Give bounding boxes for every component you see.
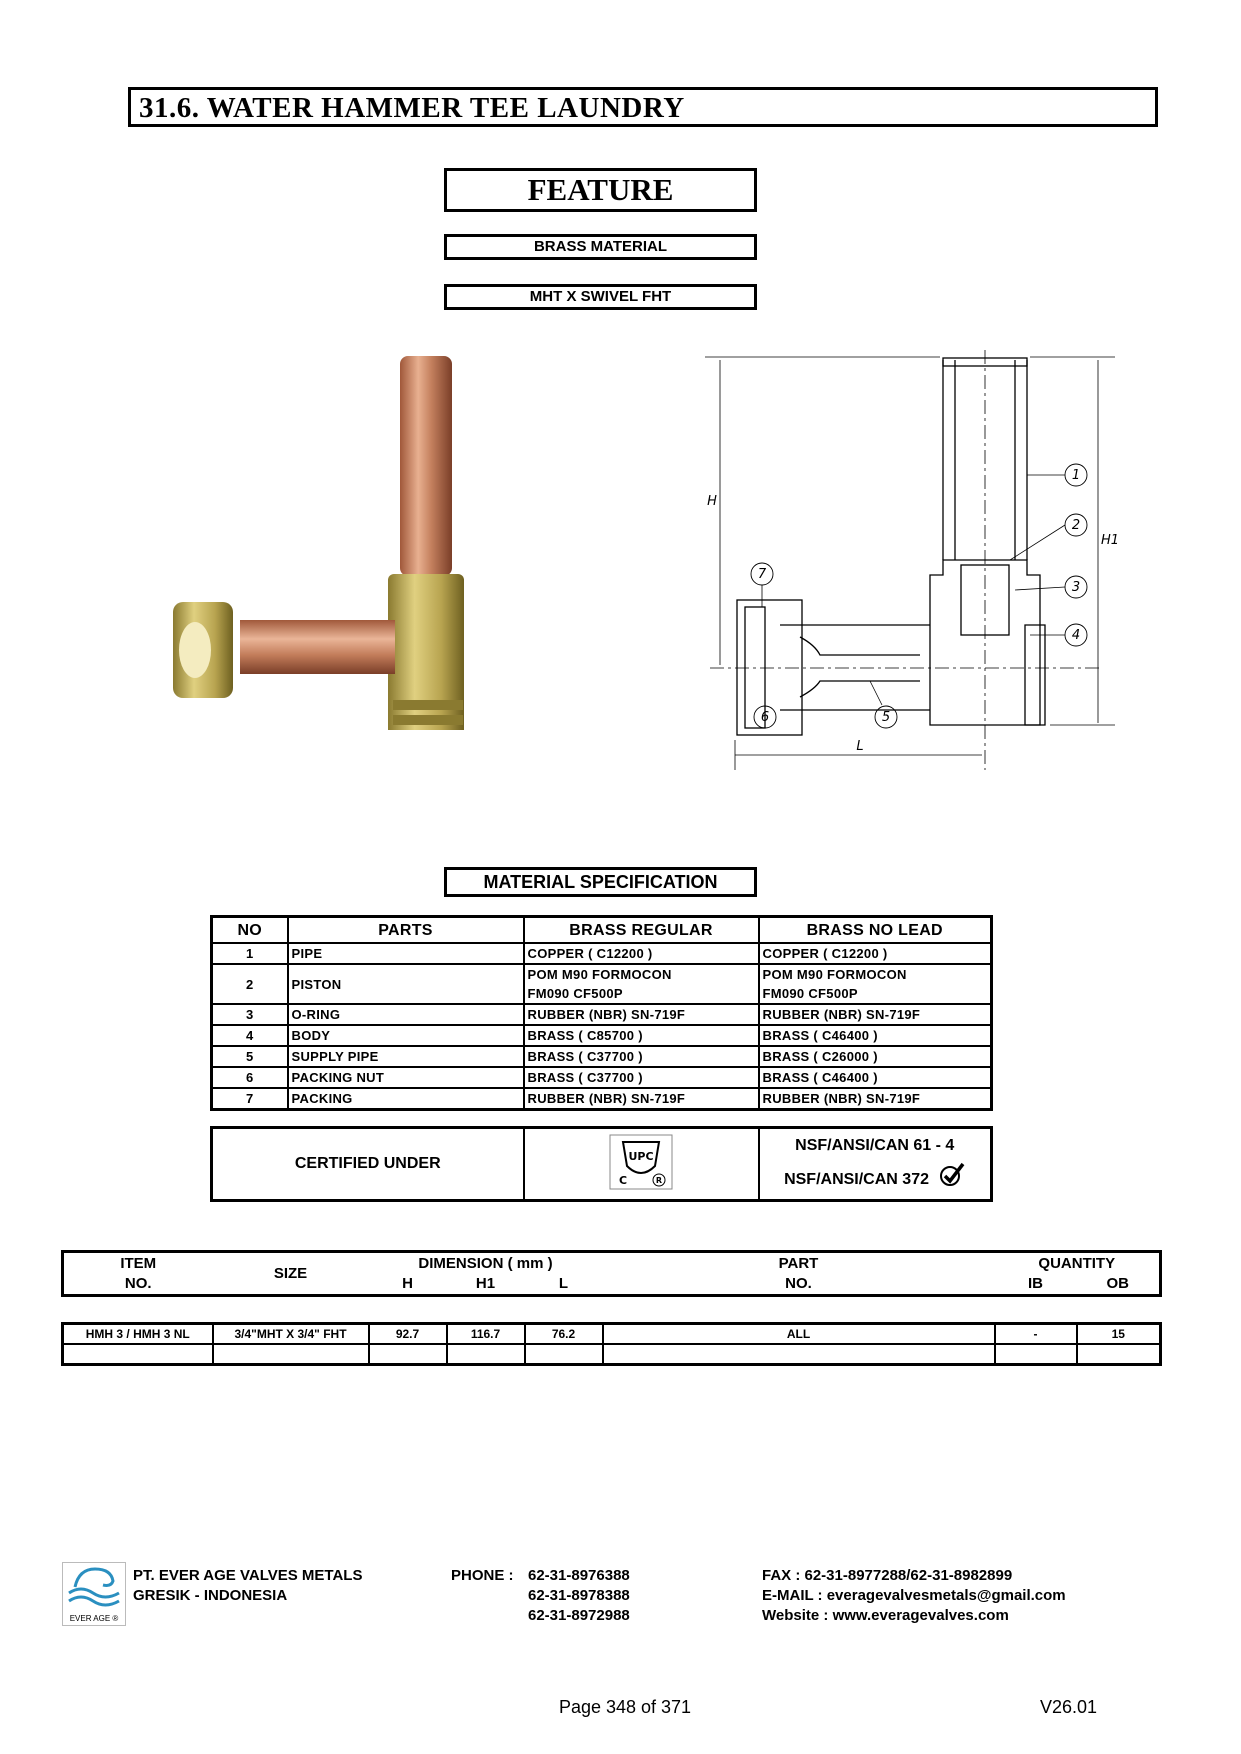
dimension-data-table (61, 1322, 1162, 1366)
upc-logo-cell (524, 1128, 759, 1201)
table-row (212, 964, 992, 984)
cell-brass-regular: BRASS ( C37700 ) (524, 1046, 759, 1067)
header-dimension: DIMENSION ( mm ) (418, 1254, 553, 1272)
callout-7: 7 (757, 567, 767, 582)
header-size: SIZE (273, 1265, 308, 1282)
col-header-brass-regular: BRASS REGULAR (524, 917, 759, 944)
table-row (212, 1088, 992, 1110)
cell-brass-regular: POM M90 FORMOCON (524, 964, 759, 984)
cell-brass-no-lead: RUBBER (NBR) SN-719F (759, 1088, 992, 1110)
dimension-header-table (61, 1250, 1162, 1297)
cell-no: 3 (212, 1004, 288, 1025)
page-title: 31.6. WATER HAMMER TEE LAUNDRY (128, 87, 1158, 127)
cell-brass-no-lead: COPPER ( C12200 ) (759, 943, 992, 964)
callout-4: 4 (1071, 628, 1081, 643)
cell-h: 92.7 (369, 1324, 447, 1345)
technical-drawing (690, 345, 1140, 785)
dim-label-h: H (707, 494, 717, 509)
cell-brass-regular: COPPER ( C12200 ) (524, 943, 759, 964)
feature-item-material: BRASS MATERIAL (444, 234, 757, 260)
cell-brass-no-lead: BRASS ( C26000 ) (759, 1046, 992, 1067)
cell-brass-no-lead: BRASS ( C46400 ) (759, 1067, 992, 1088)
header-h1: H1 (475, 1275, 496, 1293)
header-part-no: NO. (785, 1275, 812, 1293)
feature-item-connection: MHT X SWIVEL FHT (444, 284, 757, 310)
phone-2: 62-31-8978388 (528, 1587, 630, 1604)
company-location: GRESIK - INDONESIA (133, 1587, 288, 1604)
check-icon (939, 1161, 965, 1198)
cell-part: BODY (288, 1025, 524, 1046)
cell-item: HMH 3 / HMH 3 NL (63, 1324, 213, 1345)
cell-no: 6 (212, 1067, 288, 1088)
cell-part: SUPPLY PIPE (288, 1046, 524, 1067)
table-row (212, 1004, 992, 1025)
table-row (212, 1046, 992, 1067)
header-part: PART (778, 1254, 819, 1272)
dim-label-l: L (856, 739, 864, 754)
nsf-372-label: NSF/ANSI/CAN 372 (784, 1170, 929, 1188)
fax: FAX : 62-31-8977288/62-31-8982899 (762, 1567, 1013, 1584)
copper-pipe (400, 356, 452, 576)
svg-text:R: R (655, 1175, 663, 1185)
cell-ob: 15 (1077, 1324, 1161, 1345)
cell-h1: 116.7 (447, 1324, 525, 1345)
callout-6: 6 (760, 710, 770, 725)
cell-part: O-RING (288, 1004, 524, 1025)
email: E-MAIL : everagevalvesmetals@gmail.com (762, 1587, 1066, 1604)
table-row-empty (63, 1344, 1161, 1365)
cell-brass-regular: BRASS ( C85700 ) (524, 1025, 759, 1046)
cell-brass-regular: BRASS ( C37700 ) (524, 1067, 759, 1088)
callout-5: 5 (881, 710, 891, 725)
col-header-parts: PARTS (288, 917, 524, 944)
material-spec-table (210, 915, 993, 1111)
cell-no: 5 (212, 1046, 288, 1067)
feature-heading: FEATURE (444, 168, 757, 212)
cell-brass-regular: FM090 CF500P (524, 984, 759, 1004)
page-number: Page 348 of 371 (558, 1697, 692, 1717)
cell-part: PIPE (288, 943, 524, 964)
header-item-no: NO. (124, 1275, 152, 1293)
upc-logo (609, 1134, 673, 1190)
upc-logo-text: UPC (628, 1149, 654, 1163)
material-spec-heading: MATERIAL SPECIFICATION (444, 867, 757, 897)
version: V26.01 (1040, 1697, 1098, 1717)
cell-no: 4 (212, 1025, 288, 1046)
product-photo (155, 350, 495, 730)
cell-part: PISTON (288, 964, 524, 1004)
cell-size: 3/4"MHT X 3/4" FHT (213, 1324, 369, 1345)
website: Website : www.everagevalves.com (762, 1607, 1009, 1624)
cell-brass-regular: RUBBER (NBR) SN-719F (524, 1088, 759, 1110)
callout-1: 1 (1071, 468, 1081, 483)
phone-label: PHONE : (451, 1567, 514, 1584)
phone-1: 62-31-8976388 (528, 1567, 630, 1584)
table-header-row (212, 917, 992, 944)
cell-ib: - (995, 1324, 1077, 1345)
company-name: PT. EVER AGE VALVES METALS (133, 1567, 363, 1584)
table-row (63, 1324, 1161, 1345)
cell-brass-no-lead: RUBBER (NBR) SN-719F (759, 1004, 992, 1025)
nsf-61-label: NSF/ANSI/CAN 61 - 4 (795, 1137, 955, 1154)
callout-2: 2 (1071, 518, 1081, 533)
company-logo (62, 1562, 126, 1626)
dim-label-h1: H1 (1100, 533, 1120, 548)
cell-no: 7 (212, 1088, 288, 1110)
cell-part: ALL (603, 1324, 995, 1345)
callout-3: 3 (1071, 580, 1081, 595)
cell-brass-no-lead: BRASS ( C46400 ) (759, 1025, 992, 1046)
cell-part: PACKING NUT (288, 1067, 524, 1088)
supply-pipe (240, 620, 395, 674)
table-row (212, 943, 992, 964)
svg-text:C: C (619, 1173, 628, 1187)
logo-text: EVER AGE ® (69, 1614, 119, 1623)
phone-3: 62-31-8972988 (528, 1607, 630, 1624)
table-row (212, 1025, 992, 1046)
cell-l: 76.2 (525, 1324, 603, 1345)
header-l: L (558, 1275, 569, 1293)
cell-brass-regular: RUBBER (NBR) SN-719F (524, 1004, 759, 1025)
header-item: ITEM (120, 1254, 157, 1272)
cell-brass-no-lead: POM M90 FORMOCON (759, 964, 992, 984)
header-ob: OB (1106, 1275, 1129, 1293)
header-quantity: QUANTITY (1038, 1254, 1116, 1272)
cell-no: 1 (212, 943, 288, 964)
cell-part: PACKING (288, 1088, 524, 1110)
col-header-no: NO (212, 917, 288, 944)
certification-table (210, 1126, 993, 1202)
header-ib: IB (1028, 1275, 1043, 1293)
table-row (212, 1067, 992, 1088)
col-header-brass-no-lead: BRASS NO LEAD (759, 917, 992, 944)
cell-no: 2 (212, 964, 288, 1004)
header-h: H (402, 1275, 413, 1293)
certified-label: CERTIFIED UNDER (212, 1128, 524, 1201)
cell-brass-no-lead: FM090 CF500P (759, 984, 992, 1004)
